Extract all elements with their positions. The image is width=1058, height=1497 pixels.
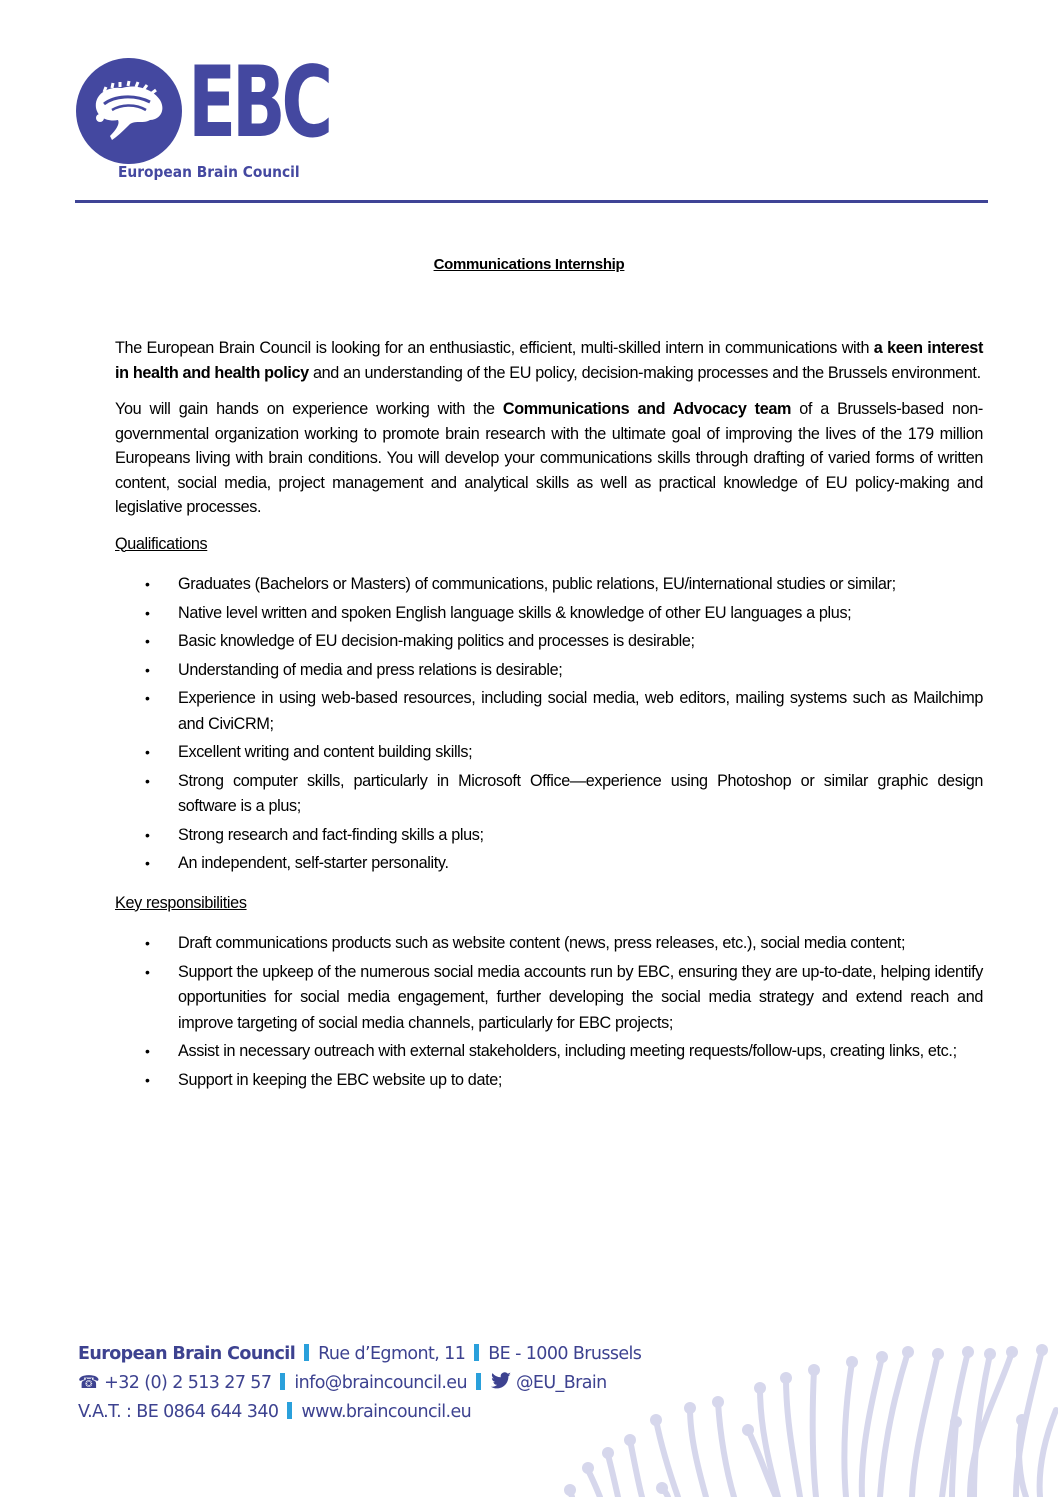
- footer-vat: V.A.T. : BE 0864 644 340: [78, 1402, 279, 1422]
- role-text-end: of a Brussels-based non-governmental organization working to promote brain research with the ultimate goal of improving the lives of the 179 million Europeans living with brain conditions. You will develop your communications skills through drafting of varied forms of written content, social media, project management and analytical skills as well as practical knowledge of EU policy-making and legislative processes.: [115, 400, 983, 516]
- list-item-text: Assist in necessary outreach with external stakeholders, including meeting requests/follow-ups, creating links, etc.;: [178, 1042, 957, 1060]
- bullet-icon: •: [145, 935, 150, 951]
- separator-bar: [280, 1373, 285, 1390]
- footer-row-contact: [78, 1369, 641, 1398]
- list-item: [115, 629, 983, 655]
- list-item-text: Understanding of media and press relations is desirable;: [178, 660, 563, 679]
- list-item: [115, 823, 983, 849]
- list-item: [115, 1068, 983, 1094]
- header-divider: [75, 200, 988, 203]
- qualifications-heading: Qualifications: [115, 534, 208, 553]
- intro-emphasis: a keen interest in health and health policy: [115, 339, 983, 382]
- footer-address: Rue d’Egmont, 11: [318, 1344, 466, 1364]
- bullet-icon: •: [145, 772, 150, 789]
- list-item-text: Strong research and fact-finding skills a plus;: [178, 825, 484, 844]
- list-item: [115, 740, 983, 766]
- document-body: [115, 336, 983, 1107]
- phone-icon: ☎: [78, 1373, 100, 1393]
- logo-wordmark: EBC: [188, 46, 329, 160]
- separator-bar: [474, 1344, 479, 1361]
- bullet-icon: •: [145, 855, 150, 871]
- footer-row-address: [78, 1340, 641, 1369]
- responsibilities-heading: Key responsibilities: [115, 893, 247, 912]
- intro-text: The European Brain Council is looking for an enthusiastic, efficient, multi-skilled intern in communications with: [115, 339, 874, 357]
- list-item: [115, 1039, 983, 1065]
- qualifications-list: [115, 572, 983, 877]
- list-item: [115, 960, 983, 1037]
- footer-email[interactable]: info@braincouncil.eu: [294, 1373, 467, 1393]
- list-item-text: Experience in using web-based resources, including social media, web editors, mailing systems such as Mailchimp and CiviCRM;: [178, 689, 983, 733]
- list-item-text: An independent, self-starter personality.: [178, 854, 449, 872]
- footer-city: BE - 1000 Brussels: [488, 1344, 642, 1364]
- bullet-icon: •: [145, 1071, 150, 1088]
- list-item-text: Strong computer skills, particularly in Microsoft Office—experience using Photoshop or similar graphic design software is a plus;: [178, 771, 983, 815]
- bullet-icon: •: [145, 661, 150, 678]
- list-item-text: Basic knowledge of EU decision-making politics and processes is desirable;: [178, 632, 695, 650]
- bullet-icon: •: [145, 826, 150, 843]
- list-item: [115, 572, 983, 598]
- list-item: [115, 658, 983, 684]
- twitter-icon: [490, 1372, 512, 1390]
- list-item-text: Excellent writing and content building skills;: [178, 743, 473, 761]
- list-item-text: Draft communications products such as website content (news, press releases, etc.), social media content;: [178, 934, 906, 952]
- bullet-icon: •: [145, 1043, 150, 1059]
- list-item: [115, 601, 983, 627]
- bullet-icon: •: [145, 604, 150, 621]
- separator-bar: [304, 1344, 309, 1361]
- role-text: You will gain hands on experience working with the: [115, 400, 503, 418]
- footer-row-vat: [78, 1398, 641, 1427]
- responsibilities-list: [115, 931, 983, 1093]
- intro-paragraph: [115, 336, 983, 385]
- list-item: [115, 686, 983, 737]
- list-item-text: Support the upkeep of the numerous social media accounts run by EBC, ensuring they are up-to-date, helping identify opportunities for social media engagement, further developing the social media strategy and extend reach and improve targeting of social media channels, particularly for EBC projects;: [178, 962, 983, 1032]
- role-emphasis: Communications and Advocacy team: [502, 400, 792, 418]
- bullet-icon: •: [145, 576, 150, 592]
- intro-text-end: and an understanding of the EU policy, decision-making processes and the Brussels environment.: [308, 363, 981, 382]
- list-item: [115, 769, 983, 820]
- bullet-icon: •: [145, 744, 150, 760]
- footer-contact: [78, 1340, 641, 1427]
- role-paragraph: [115, 397, 983, 520]
- ebc-logo: [76, 46, 329, 188]
- bullet-icon: •: [145, 633, 150, 649]
- footer-org-name: European Brain Council: [78, 1344, 296, 1364]
- bullet-icon: •: [145, 690, 150, 706]
- separator-bar: [287, 1402, 292, 1419]
- footer-website[interactable]: www.braincouncil.eu: [301, 1402, 472, 1422]
- list-item-text: Graduates (Bachelors or Masters) of communications, public relations, EU/international studies or similar;: [178, 575, 896, 593]
- separator-bar: [476, 1373, 481, 1390]
- logo-subtitle: European Brain Council: [118, 163, 300, 181]
- brain-logo-icon: [76, 58, 182, 164]
- list-item-text: Support in keeping the EBC website up to date;: [178, 1070, 503, 1089]
- list-item: [115, 851, 983, 877]
- list-item-text: Native level written and spoken English language skills & knowledge of other EU languages a plus;: [178, 603, 852, 622]
- footer-phone[interactable]: +32 (0) 2 513 27 57: [104, 1373, 272, 1393]
- list-item: [115, 931, 983, 957]
- footer-twitter[interactable]: @EU_Brain: [515, 1373, 607, 1393]
- bullet-icon: •: [145, 963, 150, 980]
- document-title: Communications Internship: [433, 256, 625, 273]
